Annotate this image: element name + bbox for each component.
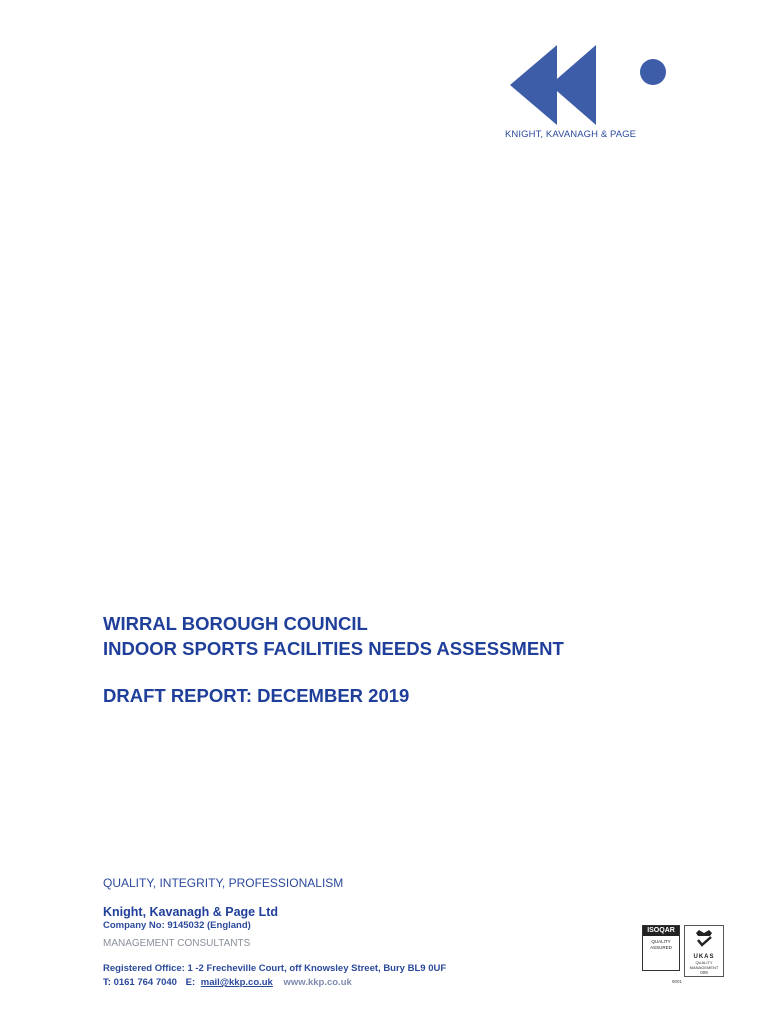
kkp-logo — [505, 42, 675, 147]
kkp-logo-mark-icon — [505, 42, 675, 127]
title-draft-date: DRAFT REPORT: DECEMBER 2019 — [103, 685, 410, 706]
company-name: Knight, Kavanagh & Page Ltd — [103, 905, 279, 919]
title-assessment: INDOOR SPORTS FACILITIES NEEDS ASSESSMENT — [103, 638, 564, 659]
phone-number: 0161 764 7040 — [113, 977, 177, 988]
website-link[interactable]: www.kkp.co.uk — [283, 977, 352, 988]
phone-label: T: — [103, 977, 111, 988]
company-number: Company No: 9145032 (England) — [103, 920, 251, 931]
ukas-number: 009 — [700, 970, 708, 975]
email-label: E: — [185, 977, 196, 988]
certification-badges — [642, 925, 724, 989]
email-link[interactable]: mail@kkp.co.uk — [200, 977, 273, 988]
contact-line — [103, 977, 352, 988]
company-descriptor: MANAGEMENT CONSULTANTS — [103, 938, 251, 949]
cert-footer-code: 9001 — [672, 979, 683, 984]
ukas-sub2: MANAGEMENT — [689, 965, 719, 970]
ukas-name: UKAS — [693, 954, 715, 960]
isoqar-badge — [642, 925, 680, 971]
isoqar-heading: ISOQAR — [643, 926, 679, 936]
ukas-badge — [684, 925, 724, 977]
isoqar-line1: QUALITY — [651, 939, 671, 944]
report-title — [103, 611, 564, 708]
logo-company-text: KNIGHT, KAVANAGH & PAGE — [505, 129, 637, 140]
crown-tick-icon — [693, 928, 715, 948]
registered-office: Registered Office: 1 -2 Frecheville Court, off Knowsley Street, Bury BL9 0UF — [103, 963, 447, 974]
ukas-sub1: QUALITY — [695, 960, 713, 965]
tagline: QUALITY, INTEGRITY, PROFESSIONALISM — [103, 876, 344, 890]
title-council: WIRRAL BOROUGH COUNCIL — [103, 613, 368, 634]
isoqar-line2: ASSURED — [650, 944, 672, 950]
